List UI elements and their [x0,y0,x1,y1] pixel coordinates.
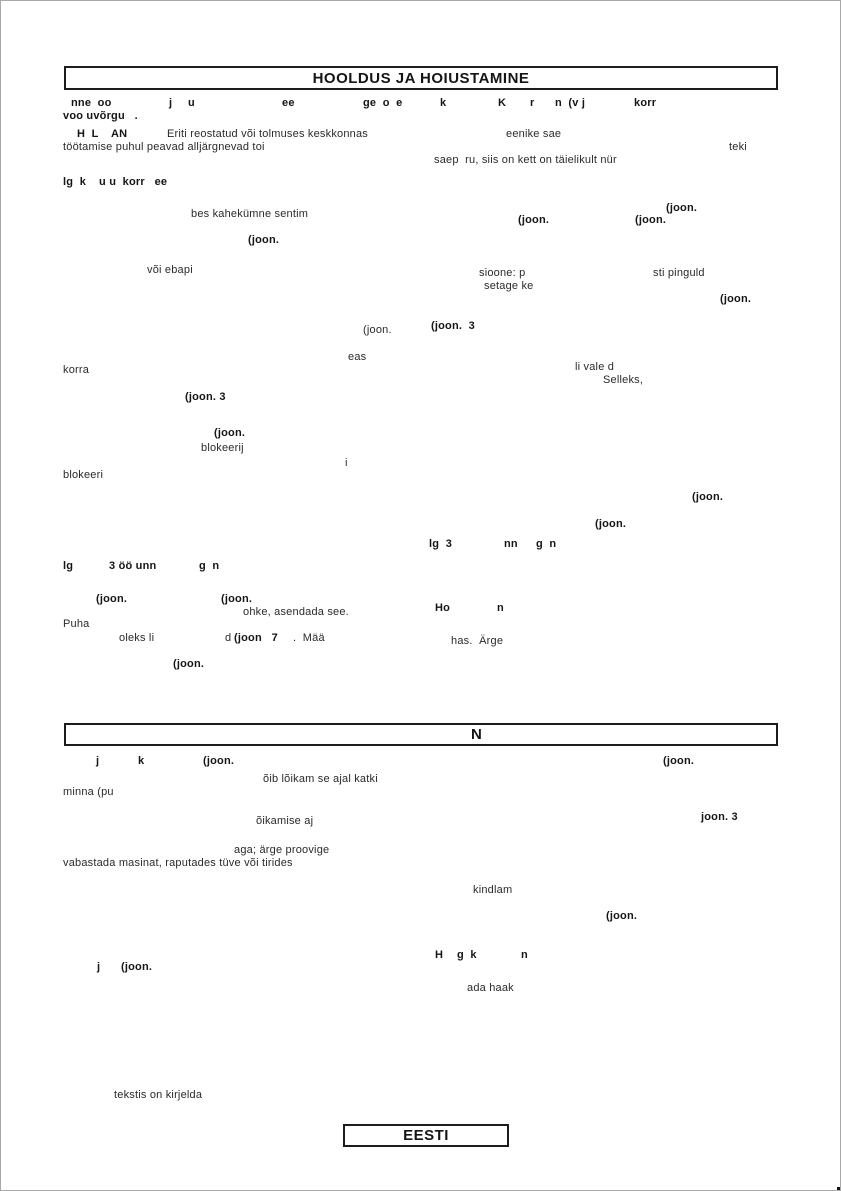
text-fragment: ee [282,97,295,109]
text-fragment: ada haak [467,982,514,994]
text-fragment: joon. 3 [701,811,738,823]
text-fragment: u [188,97,195,109]
text-fragment: eas [348,351,367,363]
text-fragment: . Mää [293,632,325,644]
text-fragment: Ho [435,602,451,614]
text-fragment: (joon. [363,324,392,336]
text-fragment: g n [199,560,220,572]
text-fragment: n [497,602,504,614]
text-fragment: ge o e [363,97,403,109]
section-title: HOOLDUS JA HOIUSTAMINE [312,70,530,87]
text-fragment: H L AN [77,128,128,140]
text-fragment: bes kahekümne sentim [191,208,309,220]
text-fragment: õikamise aj [256,815,314,827]
text-fragment: (joon. [203,755,235,767]
text-fragment: (joon. [720,293,752,305]
text-fragment: sioone: p [479,267,526,279]
text-fragment: töötamise puhul peavad alljärgnevad toi [63,141,265,153]
footer-language-box [343,1124,509,1147]
text-fragment: minna (pu [63,786,114,798]
text-fragment: n [521,949,528,961]
text-fragment: (joon. [635,214,667,226]
text-fragment: korra [63,364,90,376]
text-fragment: k [440,97,447,109]
text-fragment: li vale d [575,361,615,373]
text-fragment: ohke, asendada see. [243,606,349,618]
text-fragment: sti pinguld [653,267,705,279]
text-fragment: Puha [63,618,90,630]
text-fragment: nne oo [71,97,112,109]
text-fragment: (joon. [692,491,724,503]
text-fragment: (joon. [595,518,627,530]
text-fragment: (joon. [666,202,698,214]
text-fragment: lg k u u korr ee [63,176,168,188]
text-fragment: (joon. 3 [431,320,475,332]
text-fragment: K [498,97,507,109]
text-fragment: d [225,632,232,644]
text-fragment: i [345,457,348,469]
text-fragment: teki [729,141,747,153]
text-fragment: has. Ärge [451,635,504,647]
text-fragment: nn [504,538,518,550]
text-fragment: (joon. [248,234,280,246]
text-fragment: (joon. [518,214,550,226]
text-fragment: blokeerij [201,442,244,454]
text-fragment: (joon. [663,755,695,767]
text-fragment: g n [536,538,557,550]
section-header-maintenance [64,66,778,90]
text-fragment: (joon. [96,593,128,605]
text-fragment: oleks li [119,632,155,644]
text-fragment: lg 3 [429,538,453,550]
text-fragment: (joon. [121,961,153,973]
text-fragment: lg [63,560,74,572]
text-fragment: korr [634,97,657,109]
text-fragment: (joon. [173,658,205,670]
text-fragment: j [97,961,101,973]
text-fragment: (joon. [221,593,253,605]
text-fragment: aga; ärge proovige [234,844,330,856]
text-fragment: H [435,949,444,961]
text-fragment: Selleks, [603,374,644,386]
text-fragment: n (v j [555,97,586,109]
footer-language-label: EESTI [403,1127,449,1144]
text-fragment: blokeeri [63,469,104,481]
section-title: N [471,726,483,743]
text-fragment: kindlam [473,884,513,896]
section-header-n [64,723,778,746]
text-fragment: r [530,97,535,109]
text-fragment: voo uvõrgu . [63,110,138,122]
text-fragment: õib lõikam se ajal katki [263,773,378,785]
text-fragment: (joon. 3 [185,391,226,403]
text-fragment: 3 öö unn [109,560,157,572]
text-fragment: eenike sae [506,128,562,140]
text-fragment: Eriti reostatud või tolmuses keskkonnas [167,128,368,140]
text-fragment: saep ru, siis on kett on täielikult nür [434,154,617,166]
text-fragment: (joon. [606,910,638,922]
text-fragment: vabastada masinat, raputades tüve või tirides [63,857,293,869]
text-fragment: j [96,755,100,767]
text-fragment: g k [457,949,477,961]
scan-artifact-dot [837,1187,840,1190]
text-fragment: j [169,97,173,109]
text-fragment: tekstis on kirjelda [114,1089,203,1101]
text-fragment: k [138,755,145,767]
text-fragment: (joon. [214,427,246,439]
text-fragment: (joon 7 [234,632,278,644]
text-fragment: või ebapi [147,264,193,276]
text-fragment: setage ke [484,280,534,292]
